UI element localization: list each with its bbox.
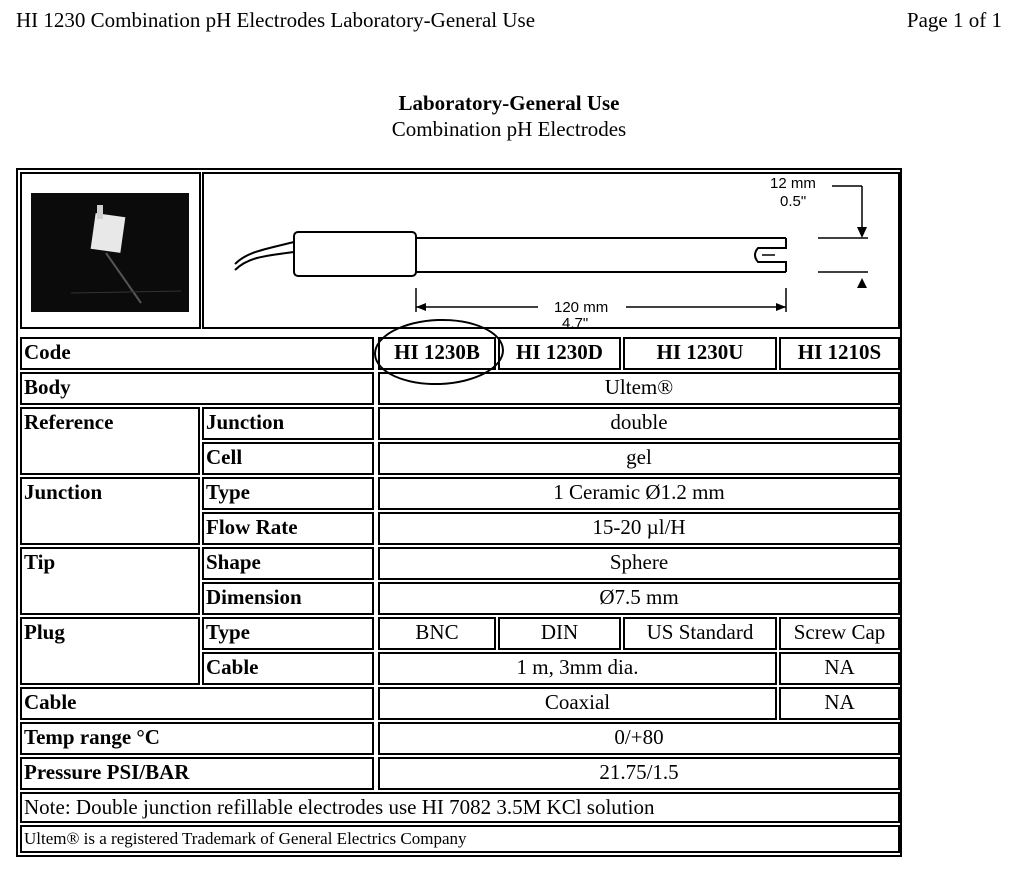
note-text: Note: Double junction refillable electrodes use HI 7082 3.5M KCl solution <box>20 792 900 823</box>
plug-type-us-standard: US Standard <box>623 617 777 650</box>
body-value: Ultem® <box>378 372 900 405</box>
flow-rate-value: 15-20 µl/H <box>378 512 900 545</box>
plug-cable-value: 1 m, 3mm dia. <box>378 652 777 685</box>
pressure-value: 21.75/1.5 <box>378 757 900 790</box>
reference-cell-value: gel <box>378 442 900 475</box>
reference-junction-label: Junction <box>202 407 374 440</box>
junction-label: Junction <box>20 477 200 545</box>
code-hi1230b: HI 1230B <box>378 337 496 370</box>
electrode-photo-image <box>31 193 189 312</box>
cable-na: NA <box>779 687 900 720</box>
reference-cell-label: Cell <box>202 442 374 475</box>
body-label: Body <box>20 372 374 405</box>
page-number: Page 1 of 1 <box>906 8 1002 32</box>
reference-label: Reference <box>20 407 200 475</box>
code-hi1230d: HI 1230D <box>498 337 621 370</box>
temp-range-label: Temp range °C <box>20 722 374 755</box>
plug-type-label: Type <box>202 617 374 650</box>
tip-dimension-value: Ø7.5 mm <box>378 582 900 615</box>
junction-type-value: 1 Ceramic Ø1.2 mm <box>378 477 900 510</box>
dimension-top-mm: 12 mm <box>770 175 816 192</box>
code-label: Code <box>20 337 374 370</box>
plug-type-screw-cap: Screw Cap <box>779 617 900 650</box>
cable-value: Coaxial <box>378 687 777 720</box>
dimension-length-mm: 120 mm <box>554 299 609 316</box>
junction-type-label: Type <box>202 477 374 510</box>
code-hi1230u: HI 1230U <box>623 337 777 370</box>
dimension-length-in: 4.7" <box>562 315 589 329</box>
cable-label: Cable <box>20 687 374 720</box>
tip-shape-value: Sphere <box>378 547 900 580</box>
electrode-photo <box>31 193 189 312</box>
document-title: Laboratory-General Use <box>398 91 620 115</box>
tip-shape-label: Shape <box>202 547 374 580</box>
tip-label: Tip <box>20 547 200 615</box>
code-hi1210s: HI 1210S <box>779 337 900 370</box>
plug-type-bnc: BNC <box>378 617 496 650</box>
trademark-text: Ultem® is a registered Trademark of General Electrics Company <box>20 825 900 853</box>
tip-dimension-label: Dimension <box>202 582 374 615</box>
flow-rate-label: Flow Rate <box>202 512 374 545</box>
pressure-label: Pressure PSI/BAR <box>20 757 374 790</box>
electrode-diagram <box>202 172 900 329</box>
plug-type-din: DIN <box>498 617 621 650</box>
dimension-top-in: 0.5" <box>780 193 807 210</box>
reference-junction-value: double <box>378 407 900 440</box>
temp-range-value: 0/+80 <box>378 722 900 755</box>
document-subtitle: Combination pH Electrodes <box>391 117 627 141</box>
page-header-title: HI 1230 Combination pH Electrodes Laboratory-General Use <box>16 8 536 32</box>
plug-label: Plug <box>20 617 200 685</box>
plug-cable-label: Cable <box>202 652 374 685</box>
plug-cable-na: NA <box>779 652 900 685</box>
